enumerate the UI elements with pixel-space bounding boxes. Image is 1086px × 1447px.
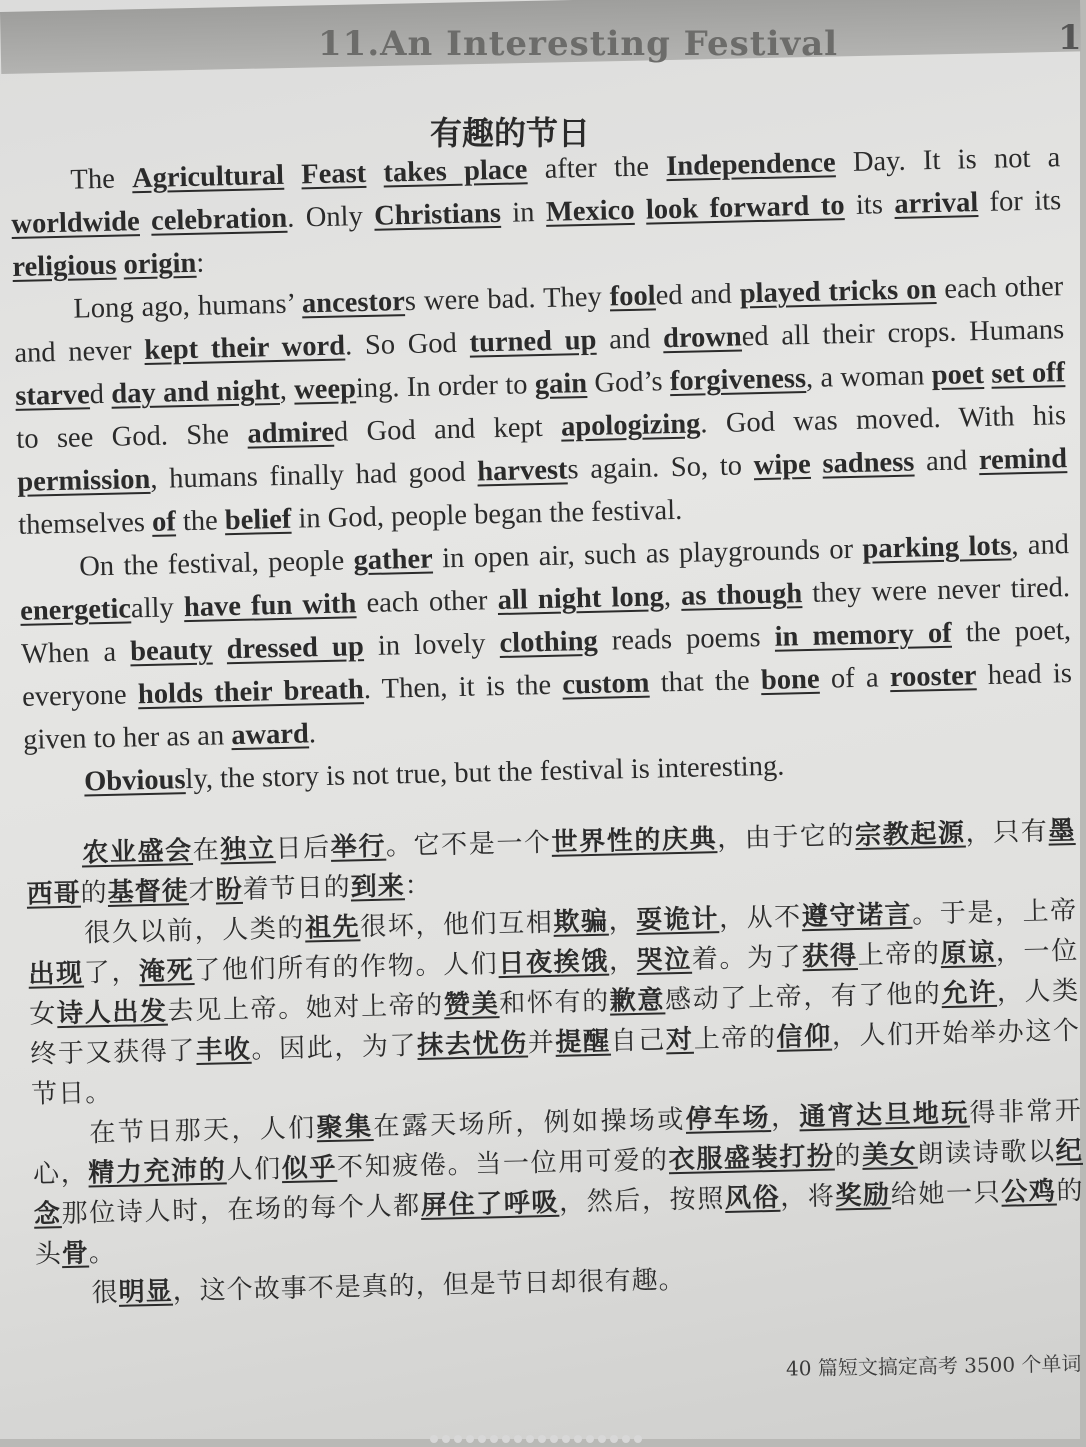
english-vocab-highlight: ancestor	[301, 286, 406, 320]
chinese-vocab-highlight: 提醒	[555, 1026, 612, 1058]
chinese-text-segment: 在露天场所，例如操场或	[373, 1104, 687, 1143]
chinese-text-segment: 的	[80, 877, 109, 909]
chapter-title: 11.An Interesting Festival	[318, 24, 839, 64]
english-text-segment	[366, 158, 384, 189]
english-text-segment: each other	[355, 585, 499, 620]
english-paragraph	[13, 265, 1069, 547]
chinese-text-segment: 自己	[610, 1025, 667, 1057]
english-vocab-highlight: Independence	[665, 147, 836, 183]
chinese-text-segment: 上帝的	[693, 1022, 777, 1055]
english-text-segment: On the festival, people	[78, 545, 354, 583]
chinese-vocab-highlight: 屏住了呼吸	[420, 1187, 560, 1221]
english-text-segment: ing. In order to	[355, 369, 536, 405]
english-text-segment: after the	[527, 151, 667, 186]
english-vocab-highlight: have fun with	[183, 588, 357, 624]
english-vocab-highlight: belief	[224, 503, 292, 537]
english-text-segment: , and	[1010, 529, 1070, 562]
chinese-title: 有趣的节日	[430, 114, 591, 152]
english-vocab-highlight: day and night	[110, 374, 281, 410]
english-text-segment: Long ago, humans’	[73, 288, 303, 325]
chinese-vocab-highlight: 通宵达旦地玩	[798, 1098, 970, 1133]
english-text-segment: its	[844, 188, 895, 222]
english-vocab-highlight: gather	[353, 543, 434, 577]
chinese-text-segment: 很坏，他们互相	[359, 907, 554, 943]
english-vocab-highlight: origin	[123, 247, 197, 281]
chinese-text-segment: 日后	[275, 832, 332, 865]
english-text-segment: d	[89, 378, 112, 411]
english-text-segment	[139, 206, 151, 237]
english-text-segment: , a woman	[805, 360, 933, 394]
chinese-text-segment: ，人们开始举办这个节日。	[30, 1015, 1081, 1110]
english-vocab-highlight: look forward to	[645, 190, 845, 226]
chinese-vocab-highlight: 日夜挨饿	[498, 946, 610, 980]
chinese-text-segment: ，将	[779, 1181, 836, 1213]
english-text-segment: of a	[819, 662, 891, 695]
english-vocab-highlight: drown	[662, 321, 743, 355]
english-text-segment: s were bad. They	[404, 281, 611, 318]
chinese-text-segment: 在节日那天，人们	[87, 1113, 317, 1149]
english-text-segment: reads poems	[597, 621, 776, 657]
chinese-vocab-highlight: 奖励	[835, 1180, 892, 1212]
chinese-text-segment: 给她一只	[890, 1177, 1002, 1211]
english-paragraph	[10, 136, 1063, 289]
chinese-text-segment: 不知疲倦。当一位用可爱的	[336, 1145, 670, 1183]
chinese-text-segment: ，一位女	[29, 935, 1079, 1030]
chinese-text-segment: ，然后，按照	[558, 1184, 726, 1218]
english-vocab-highlight: as though	[680, 578, 803, 612]
english-text-segment: head is given to her as an	[22, 658, 1073, 756]
english-vocab-highlight: rooster	[889, 660, 977, 694]
english-text-segment: , humans finally had good	[149, 456, 478, 495]
english-text-segment: s again. So, to	[567, 450, 755, 486]
chinese-text-segment: 很	[91, 1277, 120, 1309]
chinese-vocab-highlight: 墨西哥	[26, 816, 1076, 910]
english-text-segment: ly, the story is not true, but the festival is interesting.	[185, 750, 785, 796]
chinese-text-segment: ，这个故事不是真的，但是节日却很有趣。	[172, 1264, 686, 1307]
chinese-vocab-highlight: 耍诡计	[635, 904, 720, 936]
chinese-vocab-highlight: 农业盛会	[81, 836, 194, 869]
english-vocab-highlight: Agricultural	[131, 159, 285, 195]
chinese-vocab-highlight: 哭泣	[636, 944, 693, 976]
chinese-vocab-highlight: 对	[665, 1024, 695, 1056]
english-text-segment: The	[70, 163, 133, 196]
chinese-vocab-highlight: 获得	[802, 940, 859, 973]
english-vocab-highlight: permission	[16, 463, 151, 498]
chinese-text-segment: 的	[834, 1140, 863, 1172]
chinese-text-segment: 很久以前，人类的	[83, 913, 306, 949]
english-vocab-highlight: bone	[760, 663, 820, 697]
chinese-vocab-highlight: 抹去忧伤	[416, 1028, 529, 1061]
chinese-vocab-highlight: 基督徒	[107, 876, 190, 908]
chinese-text-segment: 。因此，为了	[251, 1030, 418, 1065]
chinese-text-segment: ，	[608, 945, 637, 977]
english-vocab-highlight: apologizing	[560, 408, 701, 443]
chinese-vocab-highlight: 出现	[28, 958, 85, 990]
english-text-segment: ,	[279, 374, 295, 406]
english-text-segment: each other and never	[14, 271, 1064, 369]
english-text-segment: to see God. She	[15, 418, 248, 455]
english-vocab-highlight: custom	[562, 667, 650, 701]
book-footer: 40 篇短文搞定高考 3500 个单词	[785, 1351, 1082, 1381]
chinese-vocab-highlight: 独立	[220, 834, 276, 866]
chinese-text-segment: 。它不是一个	[385, 827, 552, 862]
chinese-text-segment: ，	[608, 905, 637, 937]
english-vocab-highlight: worldwide	[11, 206, 141, 240]
english-vocab-highlight: in memory of	[774, 617, 953, 653]
chinese-vocab-highlight: 宗教起源	[854, 818, 966, 851]
english-text-segment: ed all their crops. Humans	[741, 314, 1065, 353]
english-vocab-highlight: energetic	[19, 593, 132, 627]
english-text-segment: . So God	[344, 327, 470, 362]
english-vocab-highlight: arrival	[893, 187, 979, 220]
chinese-vocab-highlight: 似乎	[281, 1152, 338, 1185]
english-vocab-highlight: admire	[247, 416, 335, 450]
chinese-vocab-highlight: 歉意	[609, 985, 666, 1017]
english-text-segment: God’s	[586, 366, 671, 399]
english-text-segment: in lovely	[363, 628, 500, 663]
english-text-segment: :	[195, 247, 205, 279]
chinese-vocab-highlight: 明显	[118, 1276, 174, 1308]
english-text-segment: in	[500, 196, 547, 229]
chinese-vocab-highlight: 美女	[861, 1139, 918, 1171]
english-vocab-highlight: fool	[609, 280, 656, 313]
english-vocab-highlight: dressed up	[226, 631, 365, 666]
chinese-text-segment: 去见上帝。她对上帝的	[167, 990, 445, 1027]
chinese-vocab-highlight: 风俗	[724, 1182, 781, 1215]
chinese-vocab-highlight: 到来	[350, 871, 406, 903]
chinese-vocab-highlight: 欺骗	[553, 906, 609, 938]
english-vocab-highlight: played tricks on	[739, 274, 937, 310]
english-text-segment	[212, 634, 227, 665]
english-vocab-highlight: turned up	[469, 324, 597, 359]
english-vocab-highlight: forgiveness	[669, 363, 807, 398]
english-vocab-highlight: celebration	[150, 202, 288, 237]
english-text-segment: for its	[977, 185, 1062, 219]
chinese-text-segment: ，从不	[718, 902, 803, 935]
chinese-vocab-highlight: 祖先	[304, 912, 361, 944]
english-vocab-highlight: Obvious	[83, 764, 186, 798]
english-vocab-highlight: holds their breath	[137, 674, 365, 711]
english-text-segment	[634, 195, 646, 226]
english-text-segment: . Then, it is the	[363, 669, 563, 706]
chinese-text-segment: 和怀有的	[498, 986, 611, 1020]
english-vocab-highlight: sadness	[822, 446, 915, 480]
chinese-text-segment: ，	[770, 1102, 800, 1133]
page-number: 1	[1058, 18, 1082, 58]
chinese-text-segment: 在	[192, 835, 221, 867]
chinese-text-segment: 朗读诗歌以	[917, 1136, 1057, 1170]
chinese-text-segment: 了，	[83, 957, 140, 989]
english-text-segment: . Only	[286, 200, 375, 234]
english-vocab-highlight: gain	[534, 367, 588, 401]
chinese-text	[25, 811, 1086, 1315]
english-text-segment	[284, 159, 302, 190]
english-text-segment: that the	[649, 665, 762, 699]
chinese-text-segment: 。于是，上帝	[911, 895, 1078, 930]
english-text-segment: ed and	[655, 278, 741, 312]
chinese-text-segment: 着。为了	[691, 942, 803, 975]
chinese-text-segment: 了他们所有的作物。人们	[193, 949, 499, 987]
english-text-segment: they were never tired. When a	[20, 572, 1071, 670]
chinese-text-segment: ，只有	[965, 816, 1049, 849]
english-vocab-highlight: clothing	[499, 625, 599, 660]
chinese-paragraph	[27, 891, 1081, 1115]
chinese-vocab-highlight: 停车场	[685, 1102, 772, 1135]
english-vocab-highlight: poet	[931, 358, 985, 392]
chinese-text-segment: 那位诗人时，在场的每个人都	[61, 1190, 422, 1230]
english-vocab-highlight: award	[230, 718, 310, 752]
english-text-segment: Day. It is not a	[835, 142, 1061, 179]
english-text-segment: .	[308, 718, 317, 750]
english-text-segment: and	[596, 323, 664, 356]
chinese-text-segment: ，人类终于又获得了	[29, 975, 1080, 1070]
chinese-text-segment: 。	[88, 1237, 117, 1269]
chinese-paragraph	[32, 1091, 1085, 1275]
chinese-vocab-highlight: 纪念	[33, 1135, 1084, 1230]
english-vocab-highlight: takes place	[383, 154, 528, 189]
chinese-vocab-highlight: 信仰	[776, 1021, 833, 1053]
chinese-vocab-highlight: 盼	[215, 874, 244, 906]
english-vocab-highlight: parking lots	[862, 530, 1012, 565]
english-vocab-highlight: of	[151, 506, 177, 538]
chinese-vocab-highlight: 丰收	[195, 1034, 252, 1067]
english-text	[10, 136, 1074, 805]
chinese-vocab-highlight: 赞美	[443, 989, 500, 1021]
chinese-vocab-highlight: 公鸡	[1000, 1176, 1057, 1208]
chinese-text-segment: 人们	[226, 1154, 283, 1186]
chinese-text-segment: ，由于它的	[716, 821, 856, 855]
english-vocab-highlight: remind	[978, 443, 1068, 477]
chinese-text-segment: 才	[188, 875, 217, 907]
english-vocab-highlight: set off	[990, 357, 1066, 390]
chinese-text-segment: 着节日的	[242, 872, 352, 905]
english-vocab-highlight: harvest	[476, 454, 568, 488]
chinese-text-segment: 上帝的	[857, 939, 941, 971]
watermark-dots	[430, 1428, 660, 1438]
english-vocab-highlight: beauty	[129, 634, 213, 668]
chinese-vocab-highlight: 衣服盛装打扮	[668, 1141, 835, 1176]
chinese-vocab-highlight: 举行	[330, 831, 387, 863]
english-vocab-highlight: religious	[12, 249, 117, 283]
chinese-text-segment: 并	[527, 1027, 556, 1059]
chinese-vocab-highlight: 允许	[941, 977, 998, 1010]
english-text-segment: and	[913, 445, 980, 478]
english-vocab-highlight: kept their word	[143, 330, 346, 366]
chinese-text-segment: 得非常开心，	[32, 1095, 1083, 1190]
english-vocab-highlight: all night long	[497, 581, 665, 617]
chinese-vocab-highlight: 诗人出发	[56, 996, 168, 1030]
chinese-vocab-highlight: 遵守诺言	[801, 899, 913, 933]
english-text-segment: . God was moved. With his	[700, 400, 1067, 440]
chinese-text-segment: 感动了上帝，有了他的	[664, 979, 942, 1016]
english-vocab-highlight: weep	[293, 373, 357, 406]
chinese-vocab-highlight: 淹死	[138, 956, 195, 988]
english-vocab-highlight: Feast	[300, 157, 367, 191]
english-vocab-highlight: wipe	[753, 448, 812, 482]
english-text-segment: the poet, everyone	[21, 615, 1072, 713]
english-vocab-highlight: Mexico	[545, 194, 635, 228]
english-vocab-highlight: Christians	[373, 197, 502, 232]
chinese-vocab-highlight: 骨	[61, 1238, 90, 1270]
english-text-segment: ,	[663, 580, 682, 613]
chinese-text-segment: ：	[404, 870, 433, 902]
chinese-text-segment: 的头	[34, 1175, 1084, 1270]
article-body	[10, 136, 1086, 1315]
english-text-segment: themselves	[17, 506, 153, 541]
chinese-vocab-highlight: 原谅	[940, 937, 997, 970]
english-text-segment: in God, people began the festival.	[290, 494, 683, 535]
english-text-segment: d God and kept	[333, 411, 562, 448]
english-vocab-highlight: starve	[15, 379, 91, 412]
english-text-segment: ally	[130, 592, 185, 625]
chinese-vocab-highlight: 精力充沛的	[87, 1155, 227, 1189]
english-text-segment: the	[175, 505, 226, 538]
chinese-vocab-highlight: 世界性的庆典	[551, 824, 718, 858]
english-paragraph	[19, 523, 1074, 762]
chinese-vocab-highlight: 聚集	[316, 1112, 374, 1144]
english-text-segment: in open air, such as playgrounds or	[432, 533, 863, 575]
